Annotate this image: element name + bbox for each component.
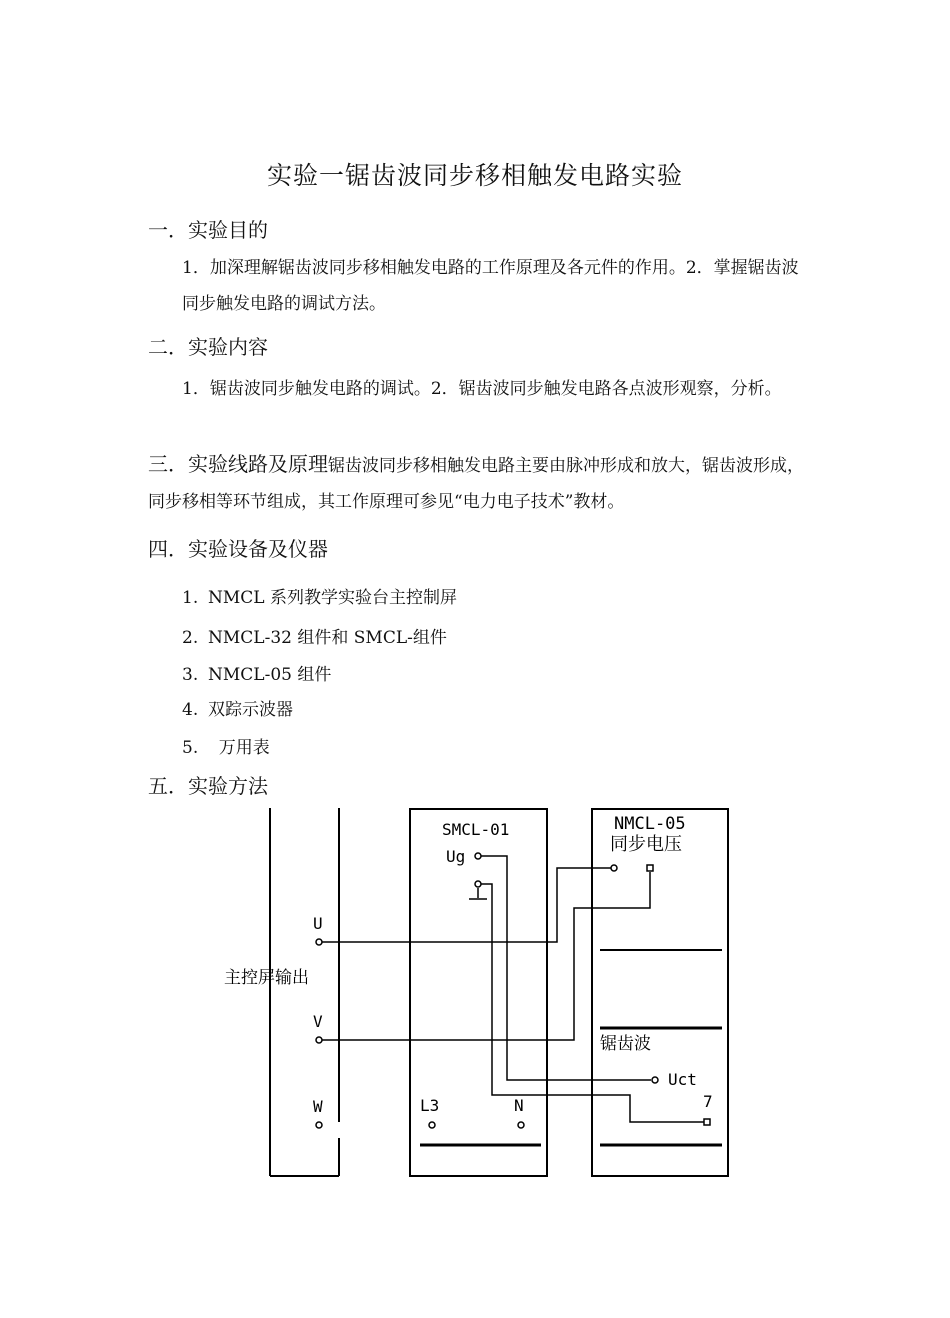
label-ug: Ug	[446, 847, 466, 866]
label-sawtooth: 锯齿波	[600, 1034, 651, 1054]
terminal-sync-left	[611, 865, 617, 871]
label-w: W	[313, 1097, 323, 1116]
list-item: 1. NMCL 系列教学实验台主控制屏	[182, 588, 457, 608]
list-item: 2. NMCL-32 组件和 SMCL-组件	[182, 628, 447, 648]
section-body-purpose: 1．加深理解锯齿波同步移相触发电路的工作原理及各元件的作用。2．掌握锯齿波同步触发电路的调试方法。	[182, 258, 799, 314]
list-item: 4. 双踪示波器	[182, 700, 293, 720]
terminal-sync-right	[647, 865, 653, 871]
label-l3: L3	[420, 1096, 440, 1115]
section-heading-purpose: 一．实验目的	[148, 218, 268, 242]
label-main-screen: 主控屏输出	[224, 968, 309, 988]
terminal-n	[518, 1122, 524, 1128]
list-item: 3. NMCL-05 组件	[182, 665, 332, 685]
terminal-l3	[429, 1122, 435, 1128]
label-nmcl-title: NMCL-05	[614, 814, 686, 834]
terminal-7	[704, 1119, 710, 1125]
list-item: 5. 万用表	[182, 738, 270, 758]
section-heading-principle: 三．实验线路及原理	[148, 452, 328, 476]
section-body-content: 1．锯齿波同步触发电路的调试。2．锯齿波同步触发电路各点波形观察，分析。	[182, 379, 782, 399]
label-pin-7: 7	[703, 1092, 713, 1111]
terminal-w	[316, 1122, 322, 1128]
section-heading-equipment: 四．实验设备及仪器	[148, 537, 328, 561]
label-v: V	[313, 1012, 323, 1031]
terminal-ground	[475, 881, 481, 887]
terminal-ug	[475, 853, 481, 859]
label-n: N	[514, 1096, 524, 1115]
section-heading-content: 二．实验内容	[148, 335, 268, 359]
terminal-uct	[652, 1077, 658, 1083]
label-smcl-title: SMCL-01	[442, 820, 510, 839]
page-title: 实验一锯齿波同步移相触发电路实验	[266, 161, 683, 190]
label-u: U	[313, 914, 323, 933]
section-body-principle: 锯齿波同步移相触发电路主要由脉冲形成和放大，锯齿波形成，同步移相等环节组成，其工作原理可参见“电力电子技术”教材。	[148, 456, 804, 512]
section-heading-method: 五．实验方法	[148, 774, 268, 798]
label-uct: Uct	[668, 1070, 697, 1089]
terminal-u	[316, 939, 322, 945]
label-sync-voltage: 同步电压	[610, 834, 682, 855]
terminal-v	[316, 1037, 322, 1043]
